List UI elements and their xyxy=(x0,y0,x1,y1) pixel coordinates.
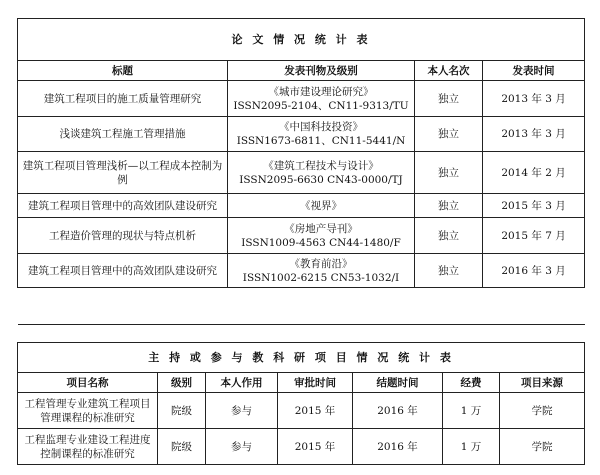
header-journal: 发表刊物及级别 xyxy=(228,61,415,81)
paper-date: 2016 年 3 月 xyxy=(483,254,585,288)
header-approve-time: 审批时间 xyxy=(278,373,353,393)
table-row xyxy=(18,194,585,218)
header-role: 本人作用 xyxy=(206,373,278,393)
paper-journal xyxy=(228,152,415,194)
project-source: 学院 xyxy=(500,429,585,465)
header-funds: 经费 xyxy=(443,373,500,393)
paper-title: 建筑工程项目管理中的高效团队建设研究 xyxy=(18,194,228,218)
paper-date: 2013 年 3 月 xyxy=(483,117,585,152)
journal-name: 《中国科技投资》 xyxy=(279,121,363,133)
paper-table-title-row xyxy=(18,19,585,61)
project-finish-time: 2016 年 xyxy=(353,393,443,429)
table-row xyxy=(18,393,585,429)
paper-rank: 独立 xyxy=(415,218,483,254)
paper-table-title: 论 文 情 况 统 计 表 xyxy=(18,19,585,61)
table-row xyxy=(18,117,585,152)
paper-table-header-row xyxy=(18,61,585,81)
paper-journal xyxy=(228,254,415,288)
paper-journal xyxy=(228,117,415,152)
paper-journal xyxy=(228,218,415,254)
table-row xyxy=(18,254,585,288)
project-name: 工程监理专业建设工程进度控制课程的标准研究 xyxy=(18,429,158,465)
header-source: 项目来源 xyxy=(500,373,585,393)
project-role: 参与 xyxy=(206,429,278,465)
journal-name: 《房地产导刊》 xyxy=(284,222,358,235)
paper-date: 2013 年 3 月 xyxy=(483,81,585,117)
paper-date: 2015 年 7 月 xyxy=(483,218,585,254)
journal-issn: ISSN1009-4563 CN44-1480/F xyxy=(241,236,401,249)
paper-rank: 独立 xyxy=(415,152,483,194)
table-row xyxy=(18,429,585,465)
paper-rank: 独立 xyxy=(415,117,483,152)
journal-issn: ISSN2095-2104、CN11-9313/TU xyxy=(233,99,409,112)
table-row xyxy=(18,152,585,194)
project-level: 院级 xyxy=(158,429,206,465)
header-finish-time: 结题时间 xyxy=(353,373,443,393)
paper-statistics-table xyxy=(17,18,585,288)
journal-issn: ISSN1002-6215 CN53-1032/I xyxy=(242,271,400,284)
header-project-name: 项目名称 xyxy=(18,373,158,393)
paper-title: 建筑工程项目管理浅析—以工程成本控制为例 xyxy=(18,152,228,194)
project-table-title-row xyxy=(18,343,585,373)
spacer-cell xyxy=(18,325,585,343)
project-table-header-row xyxy=(18,373,585,393)
paper-journal xyxy=(228,194,415,218)
paper-date: 2015 年 3 月 xyxy=(483,194,585,218)
paper-title: 浅谈建筑工程施工管理措施 xyxy=(18,117,228,152)
paper-rank: 独立 xyxy=(415,254,483,288)
paper-title: 建筑工程项目的施工质量管理研究 xyxy=(18,81,228,117)
project-funds: 1 万 xyxy=(443,393,500,429)
journal-name: 《教育前沿》 xyxy=(289,257,353,270)
project-source: 学院 xyxy=(500,393,585,429)
project-finish-time: 2016 年 xyxy=(353,429,443,465)
journal-name: 《视界》 xyxy=(300,199,342,212)
table-row xyxy=(18,81,585,117)
project-statistics-table xyxy=(17,324,585,465)
paper-title: 工程造价管理的现状与特点机析 xyxy=(18,218,228,254)
paper-rank: 独立 xyxy=(415,194,483,218)
paper-journal xyxy=(228,81,415,117)
project-table-title: 主 持 或 参 与 教 科 研 项 目 情 况 统 计 表 xyxy=(18,343,585,373)
project-name: 工程管理专业建筑工程项目管理课程的标准研究 xyxy=(18,393,158,429)
project-funds: 1 万 xyxy=(443,429,500,465)
paper-date: 2014 年 2 月 xyxy=(483,152,585,194)
project-level: 院级 xyxy=(158,393,206,429)
project-table-top-spacer xyxy=(18,325,585,343)
paper-rank: 独立 xyxy=(415,81,483,117)
project-approve-time: 2015 年 xyxy=(278,393,353,429)
journal-name: 《城市建设理论研究》 xyxy=(268,85,374,98)
header-level: 级别 xyxy=(158,373,206,393)
header-date: 发表时间 xyxy=(483,61,585,81)
journal-name: 《建筑工程技术与设计》 xyxy=(263,159,379,172)
journal-issn: ISSN2095-6630 CN43-0000/TJ xyxy=(239,173,403,186)
project-approve-time: 2015 年 xyxy=(278,429,353,465)
project-role: 参与 xyxy=(206,393,278,429)
table-row xyxy=(18,218,585,254)
header-rank: 本人名次 xyxy=(415,61,483,81)
journal-issn: ISSN1673-6811、CN11-5441/N xyxy=(236,135,406,147)
paper-title: 建筑工程项目管理中的高效团队建设研究 xyxy=(18,254,228,288)
header-title: 标题 xyxy=(18,61,228,81)
